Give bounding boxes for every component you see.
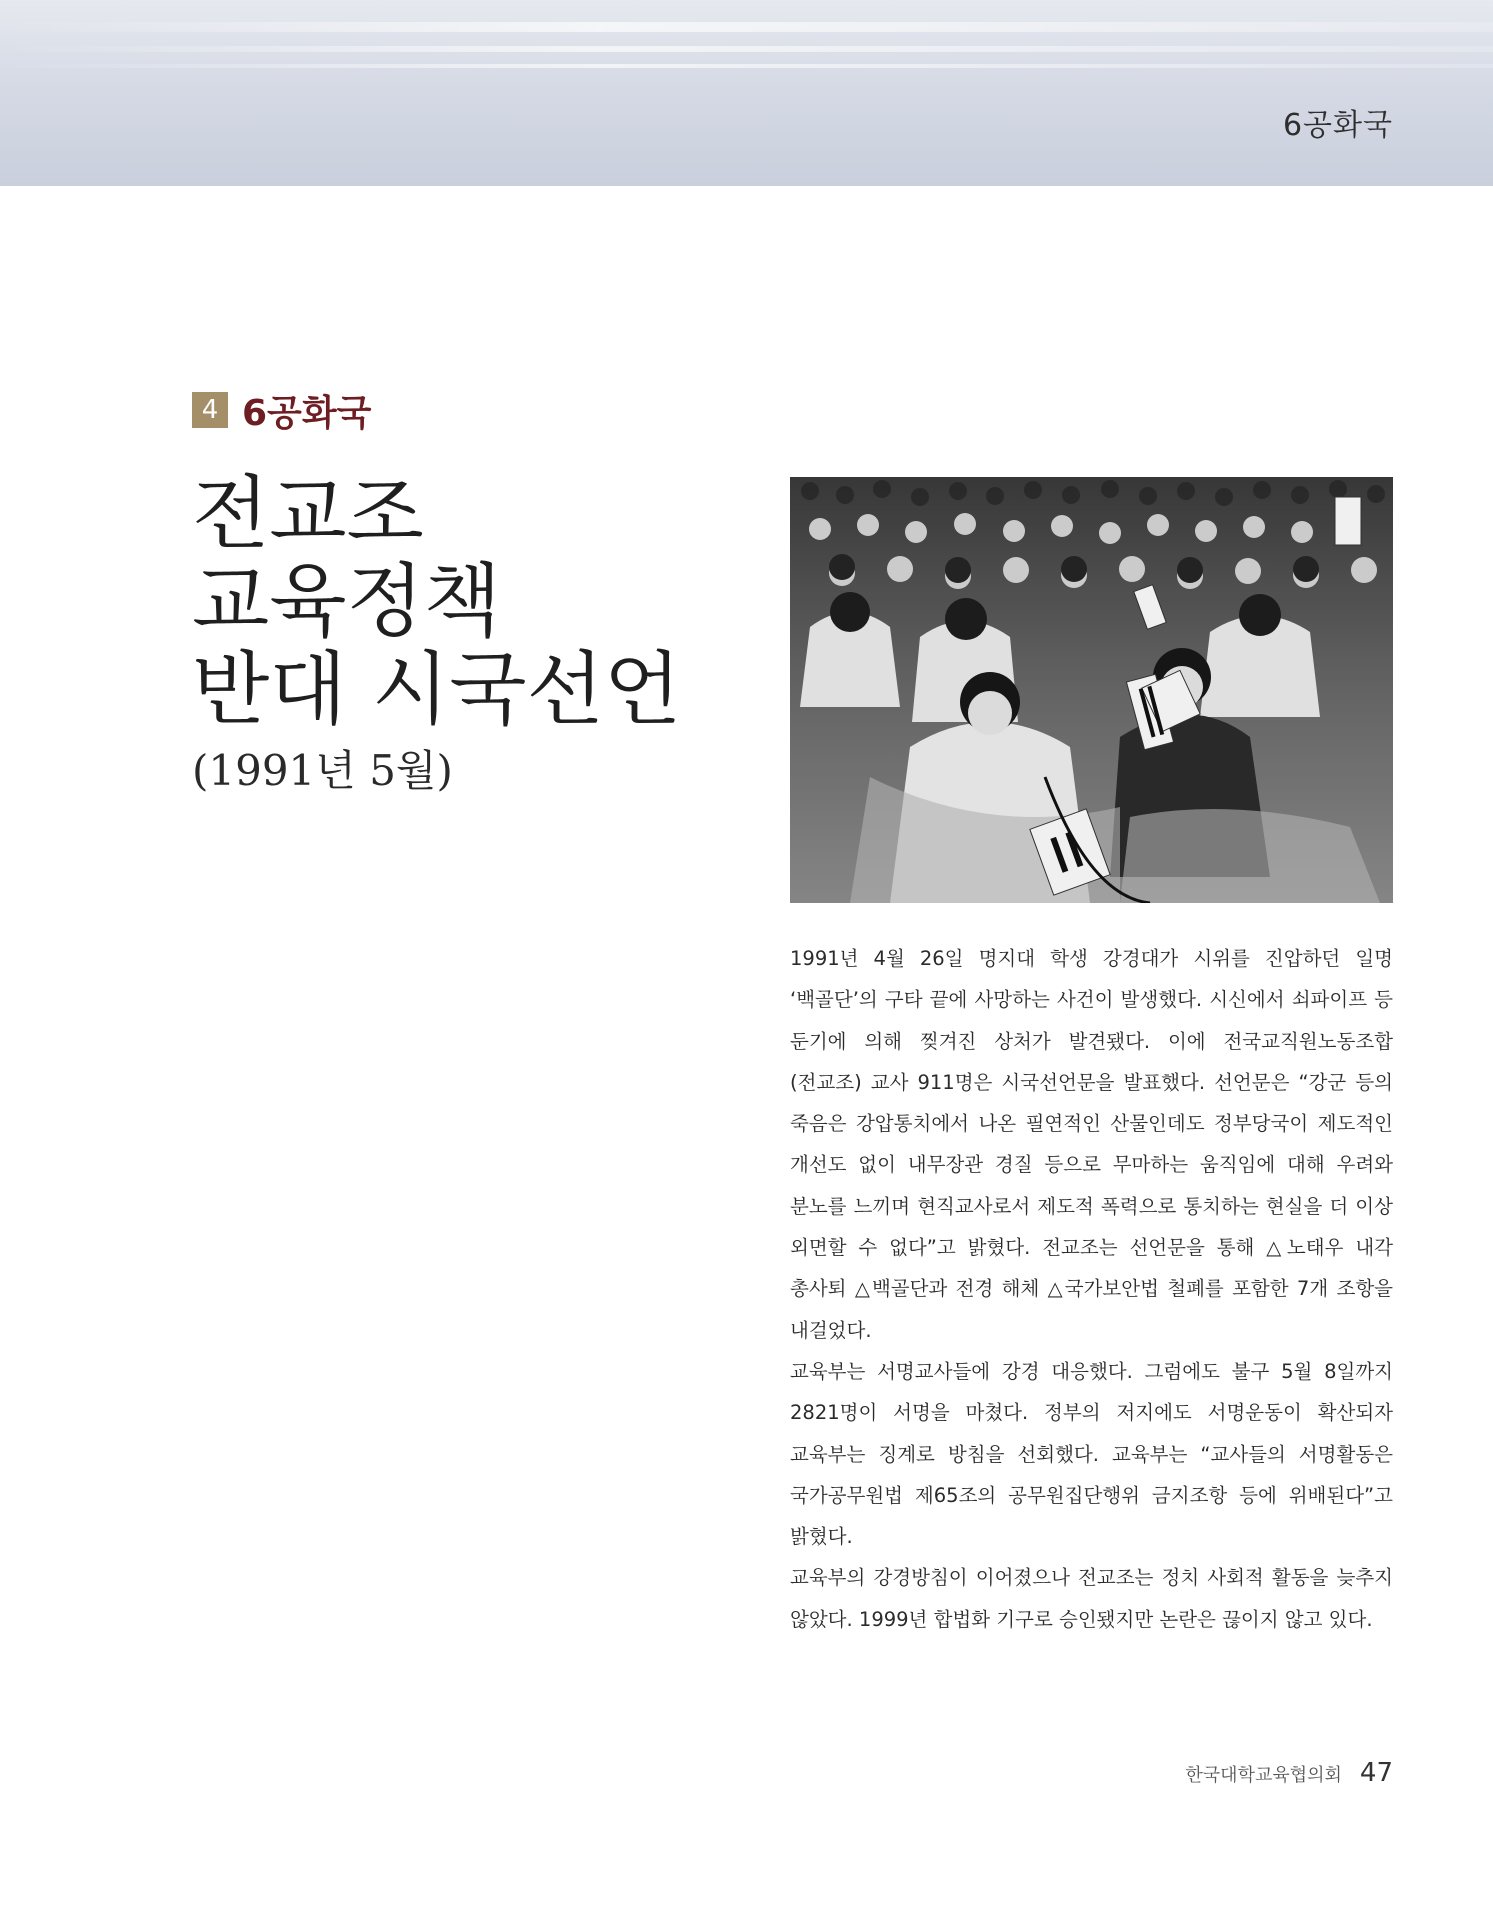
header-stripe: [0, 22, 1493, 32]
article-title-line: 반대 시국선언: [192, 643, 682, 736]
section-number-badge: 4: [192, 392, 228, 428]
page-footer: [1185, 1758, 1393, 1788]
article-paragraph: 교육부의 강경방침이 이어졌으나 전교조는 정치 사회적 활동을 늦추지 않았다. 1999년 합법화 기구로 승인됐지만 논란은 끊이지 않고 있다.: [790, 1566, 1393, 1631]
article-body: [790, 938, 1393, 1640]
header-band: [0, 0, 1493, 186]
article-date: (1991년 5월): [192, 746, 453, 795]
article-paragraph: 1991년 4월 26일 명지대 학생 강경대가 시위를 진압하던 일명 ‘백골단’의 구타 끝에 사망하는 사건이 발생했다. 시신에서 쇠파이프 등 둔기에 의해 찢겨진 상처가 발견됐다. 이에 전국교직원노동조합(전교조) 교사 911명은 시국선언문을 발표했다. 선언문은 “강군 등의 죽음은 강압통치에서 나온 필연적인 산물인데도 정부당국이 제도적인 개선도 없이 내무장관 경질 등으로 무마하는 움직임에 대해 우려와 분노를 느끼며 현직교사로서 제도적 폭력으로 통치하는 현실을 더 이상 외면할 수 없다”고 밝혔다. 전교조는 선언문을 통해 △노태우 내각 총사퇴 △백골단과 전경 해체 △국가보안법 철폐를 포함한 7개 조항을 내걸었다.: [790, 947, 1393, 1342]
section-title: 6공화국: [242, 392, 372, 434]
article-paragraph: 교육부는 서명교사들에 강경 대응했다. 그럼에도 불구 5월 8일까지 2821명이 서명을 마쳤다. 정부의 저지에도 서명운동이 확산되자 교육부는 징계로 방침을 선회했다. 교육부는 “교사들의 서명활동은 국가공무원법 제65조의 공무원집단행위 금지조항 등에 위배된다”고 밝혔다.: [790, 1359, 1393, 1549]
article-title: [192, 467, 712, 736]
footer-organization: 한국대학교육협의회: [1185, 1765, 1342, 1786]
header-stripe: [0, 46, 1493, 52]
page-number: 47: [1359, 1758, 1393, 1788]
protest-photo-illustration: [790, 477, 1393, 903]
header-stripe: [0, 64, 1493, 68]
article-title-line: 전교조: [192, 467, 424, 560]
running-header-title: 6공화국: [1282, 108, 1393, 143]
article-title-line: 교육정책: [192, 555, 502, 648]
section-label: [192, 390, 372, 434]
protest-photo: [790, 477, 1393, 903]
